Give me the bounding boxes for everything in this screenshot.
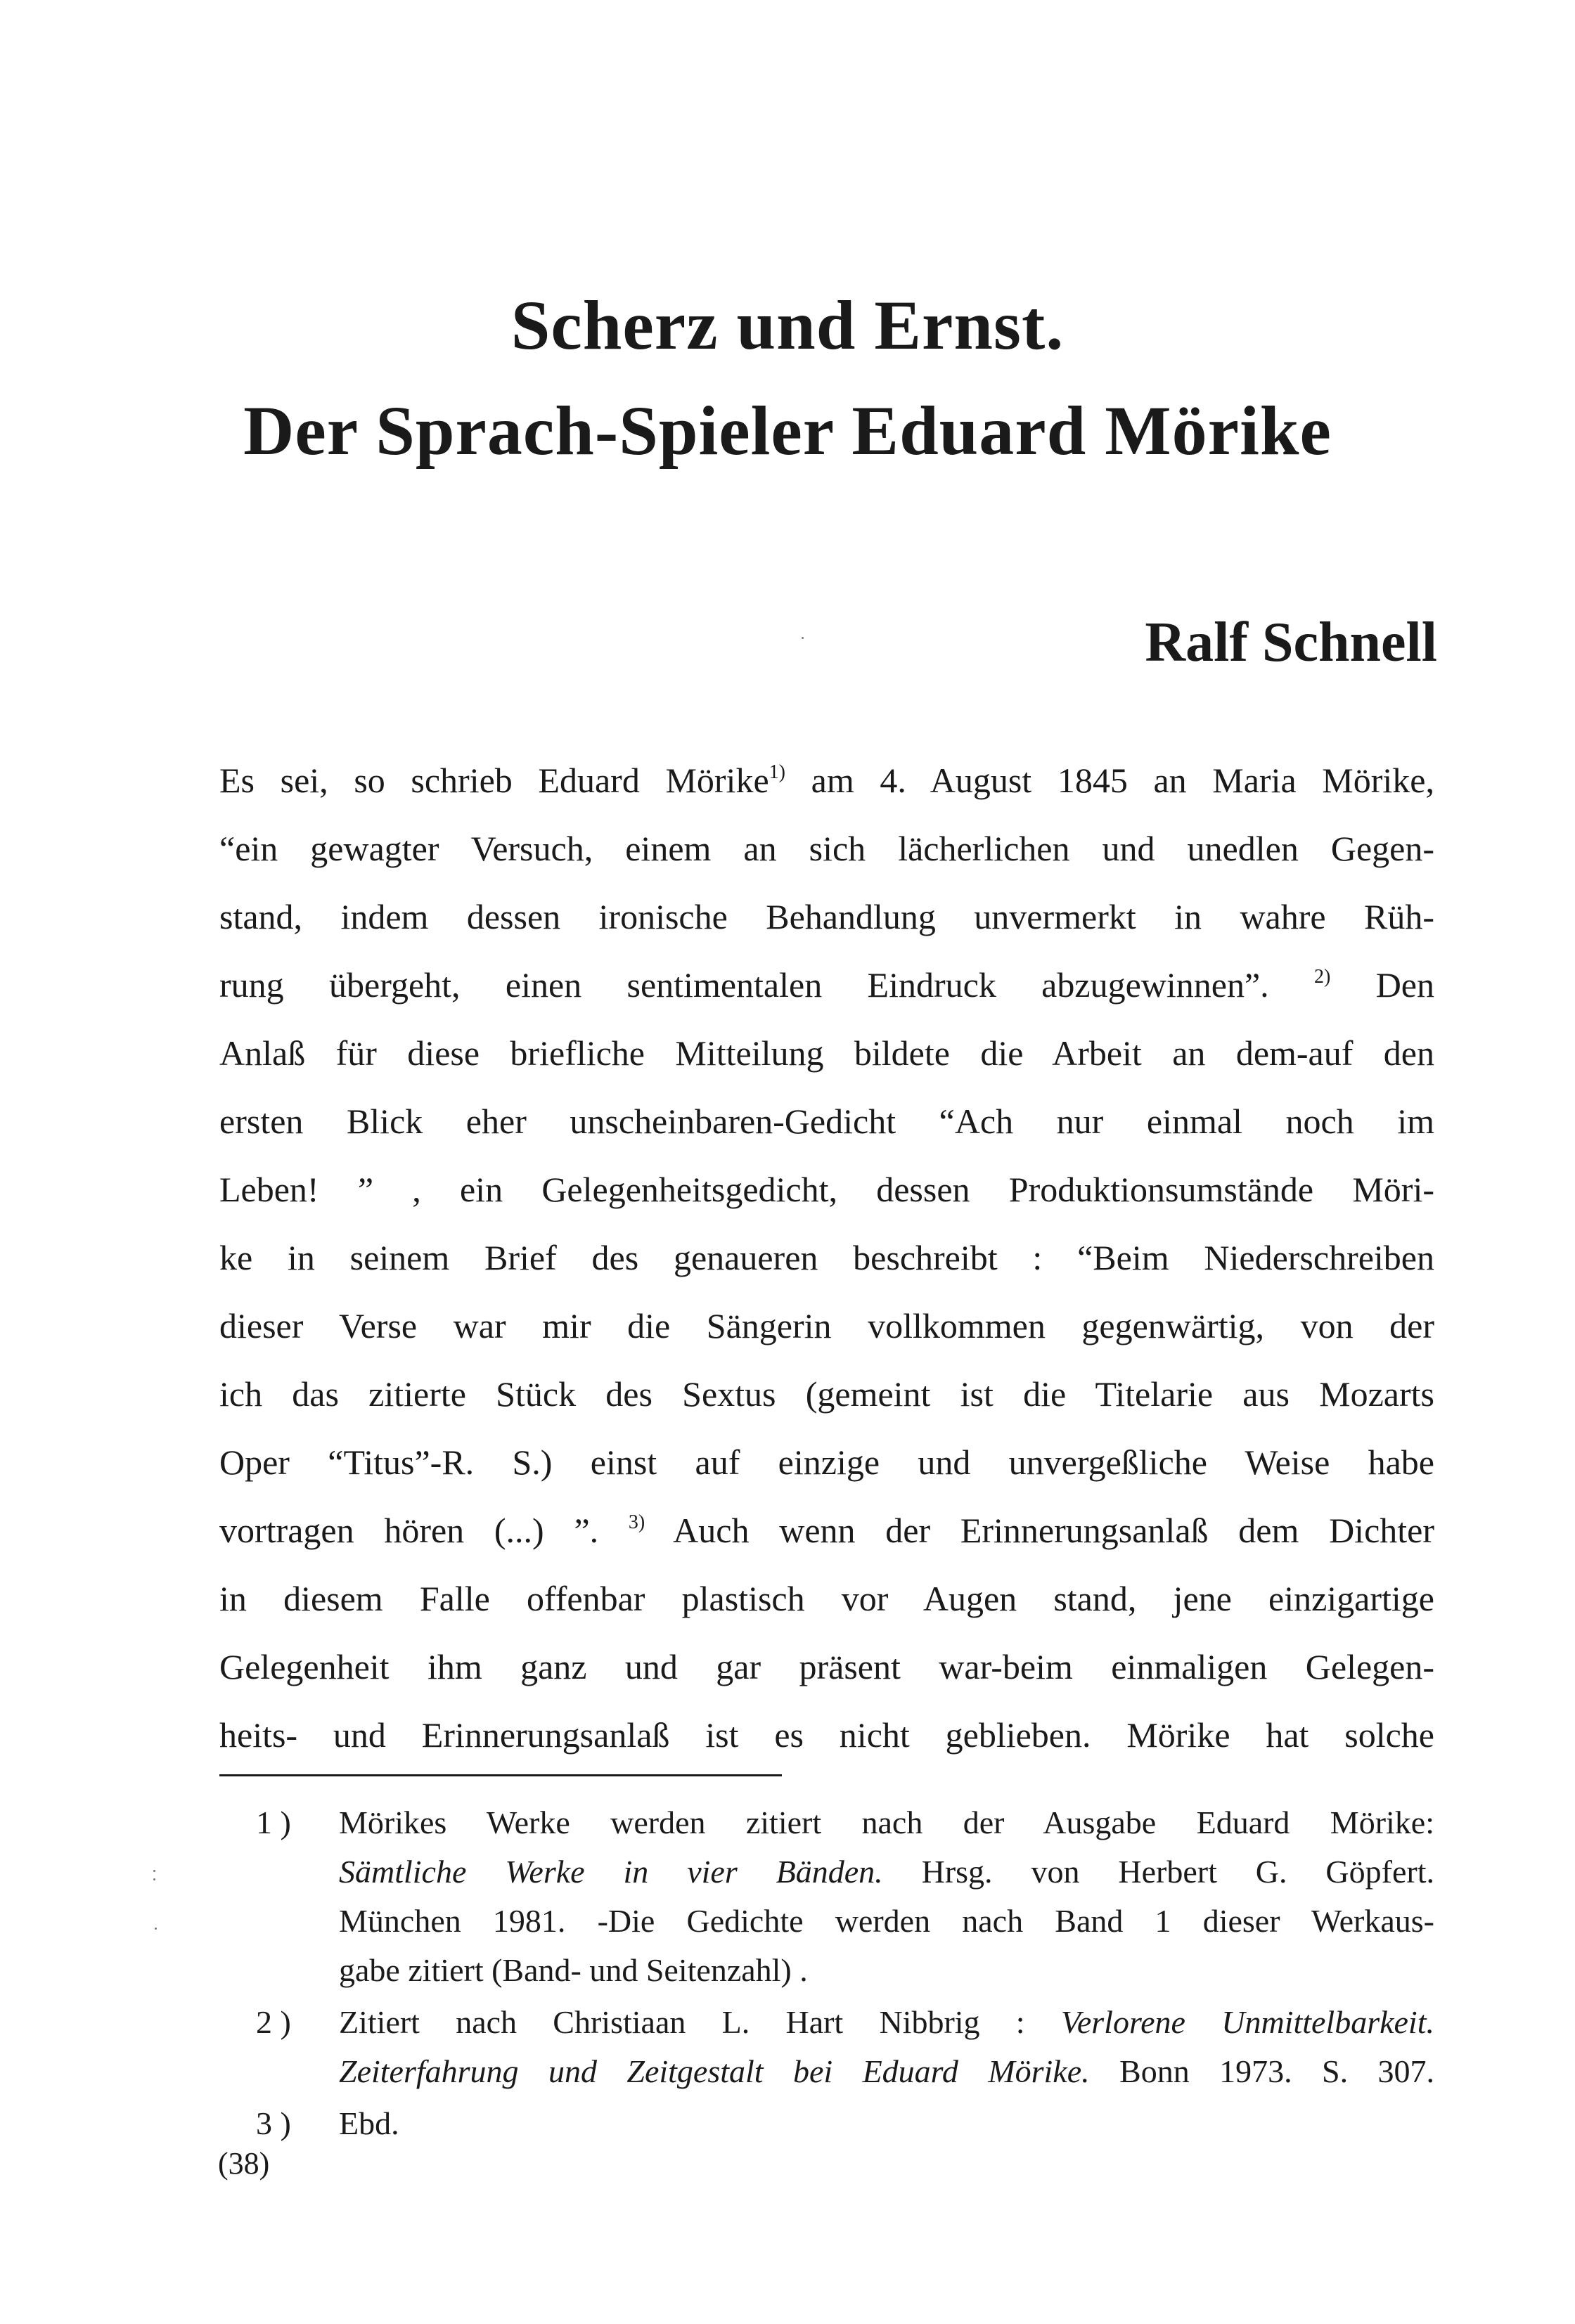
body-line: “ein gewagter Versuch, einem an sich lächerlichen und unedlen Gegen- (219, 829, 1434, 868)
body-line: in diesem Falle offenbar plastisch vor Augen stand, jene einzigartige (219, 1579, 1434, 1618)
footnote-number: 2 ) (256, 2004, 291, 2040)
title-line-2: Der Sprach-Spieler Eduard Mörike (243, 392, 1332, 470)
footnote-line: München 1981. -Die Gedichte werden nach Band 1 dieser Werkaus- (339, 1903, 1434, 1939)
body-line: ich das zitierte Stück des Sextus (gemeint ist die Titelarie aus Mozarts (219, 1374, 1434, 1414)
scan-speck (153, 1870, 155, 1872)
footnote-line: Zeiterfahrung und Zeitgestalt bei Eduard Mörike. Bonn 1973. S. 307. (339, 2053, 1435, 2089)
footnote-divider (219, 1774, 782, 1776)
title-line-1: Scherz und Ernst. (510, 286, 1065, 364)
footnote-ref-3[interactable]: 3) (628, 1511, 645, 1533)
body-text (219, 747, 1434, 1769)
body-line: ersten Blick eher unscheinbaren-Gedicht “Ach nur einmal noch im (219, 1102, 1434, 1141)
body-line: ke in seinem Brief des genaueren beschreibt : “Beim Niederschreiben (219, 1238, 1434, 1277)
scan-speck (802, 637, 804, 639)
body-line: rung übergeht, einen sentimentalen Eindruck abzugewinnen”. $^{2)}$ Den (219, 965, 1434, 1005)
book-title: Verlorene Unmittelbarkeit. (1060, 2004, 1434, 2040)
body-line: vortragen hören (...) ”. $^{3)}$ Auch wenn der Erinnerungsanlaß dem Dichter (219, 1511, 1434, 1550)
scan-speck (153, 1878, 155, 1880)
body-line: Gelegenheit ihm ganz und gar präsent war-beim einmaligen Gelegen- (219, 1647, 1434, 1686)
footnote-1 (219, 1798, 1434, 1995)
footnote-number: 3 ) (256, 2105, 291, 2141)
body-line: stand, indem dessen ironische Behandlung unvermerkt in wahre Rüh- (219, 897, 1434, 936)
scan-speck (155, 1928, 157, 1930)
footnote-line: gabe zitiert (Band- und Seitenzahl) . (339, 1952, 808, 1988)
body-line: Leben! ” , ein Gelegenheitsgedicht, dessen Produktionsumstände Möri- (219, 1170, 1434, 1209)
footnote-line: Zitiert nach Christiaan L. Hart Nibbrig : Verlorene Unmittelbarkeit. (339, 2004, 1434, 2040)
body-line: Es sei, so schrieb Eduard Mörike$^{1)}$ am 4. August 1845 an Maria Mörike, (219, 761, 1434, 800)
footnote-2 (219, 1998, 1434, 2096)
book-title: Sämtliche Werke in vier Bänden. (339, 1854, 883, 1890)
body-line: heits- und Erinnerungsanlaß ist es nicht geblieben. Mörike hat solche (219, 1715, 1434, 1755)
article-title (0, 273, 1575, 484)
footnote-line: Ebd. (339, 2105, 399, 2141)
footnote-number: 1 ) (256, 1805, 291, 1840)
body-line: dieser Verse war mir die Sängerin vollkommen gegenwärtig, von der (219, 1306, 1434, 1345)
footnotes (219, 1798, 1434, 2151)
page-number: (38) (218, 2146, 270, 2181)
book-title: Zeiterfahrung und Zeitgestalt bei Eduard Mörike. (339, 2053, 1090, 2089)
footnote-ref-1[interactable]: 1) (769, 761, 785, 783)
footnote-3 (219, 2099, 1434, 2148)
author-name: Ralf Schnell (1145, 612, 1437, 673)
footnote-line: Mörikes Werke werden zitiert nach der Ausgabe Eduard Mörike: (339, 1805, 1434, 1840)
footnote-line: Sämtliche Werke in vier Bänden. Hrsg. von Herbert G. Göpfert. (339, 1854, 1434, 1890)
body-line: Anlaß für diese briefliche Mitteilung bildete die Arbeit an dem-auf den (219, 1033, 1434, 1073)
footnote-ref-2[interactable]: 2) (1314, 966, 1331, 988)
body-line: Oper “Titus”-R. S.) einst auf einzige und unvergeßliche Weise habe (219, 1442, 1434, 1482)
